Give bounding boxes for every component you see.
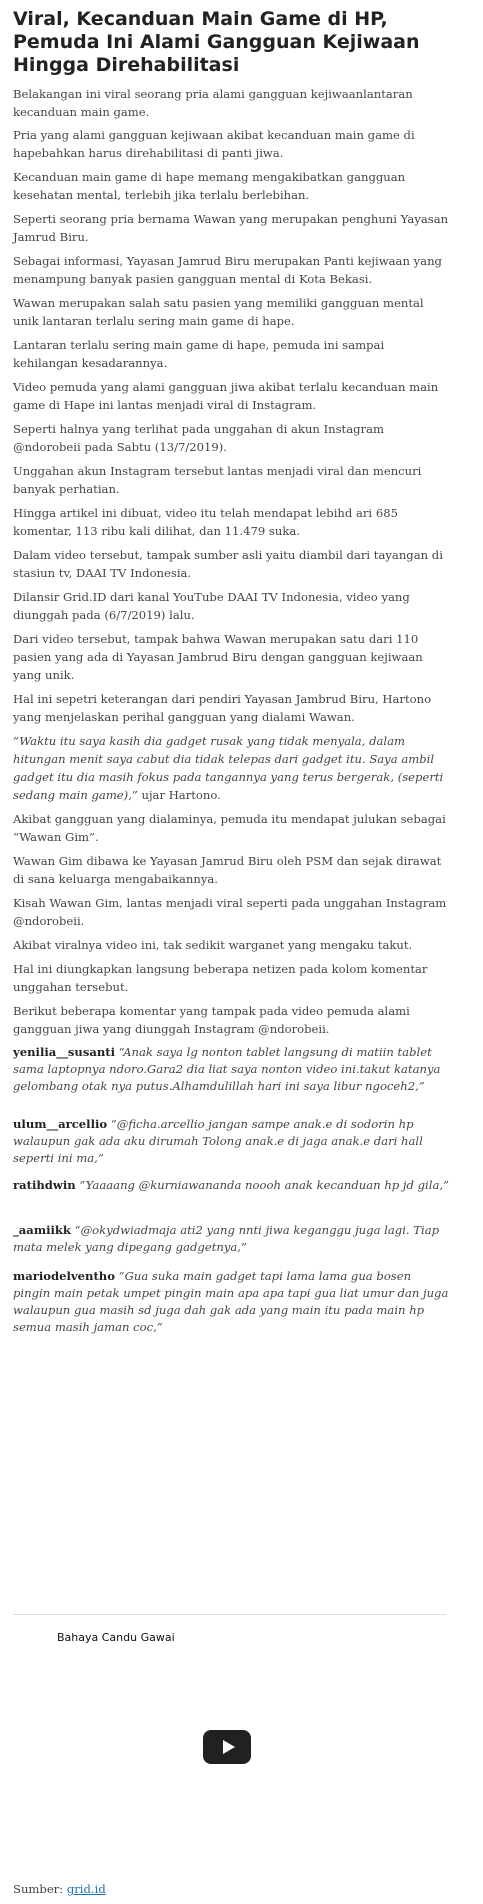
comment-username: yenilia__susanti <box>13 1045 116 1059</box>
hartono-quote: “Waktu itu saya kasih dia gadget rusak yang tidak menyala, dalam hitungan menit saya cabut dia tidak telepas dari gadget itu. Saya ambil gadget itu dia masih fokus pada tangannya yang terus bergerak, (seperti sedang main game),” <box>13 734 444 802</box>
quote-attribution: ujar Hartono. <box>137 788 221 802</box>
paragraph: Akibat gangguan yang dialaminya, pemuda itu mendapat julukan sebagai “Wawan Gim”. <box>13 812 446 844</box>
comment-text: “Anak saya lg nonton tablet langsung di matiin tablet sama laptopnya ndoro.Gara2 dia liat saya nonton video ini.takut katanya gelombang otak nya putus.Alhamdulillah hari ini saya libur ngoceh2,” <box>13 1045 441 1093</box>
comment <box>13 1116 451 1167</box>
paragraph: Hingga artikel ini dibuat, video itu telah mendapat lebihd ari 685 komentar, 113 ribu kali dilihat, dan 11.479 suka. <box>13 506 398 538</box>
comment-text: “@okydwiadmaja ati2 yang nnti jiwa keganggu juga lagi. Tiap mata melek yang dipegang gadgetnya,” <box>13 1223 440 1254</box>
comment <box>13 1044 451 1095</box>
comment-text: “Gua suka main gadget tapi lama lama gua bosen pingin main petak umpet pingin main apa apa tapi gua liat umur dan juga walaupun gua masih sd juga dah gak ada yang main itu pada main hp semua masih jaman coc,” <box>13 1269 449 1334</box>
paragraph: Kecanduan main game di hape memang mengakibatkan gangguan kesehatan mental, terlebih jika terlalu berlebihan. <box>13 170 406 202</box>
comment-username: _aamiikk <box>13 1223 71 1237</box>
quote-paragraph <box>13 732 451 804</box>
comment-username: mariodelventho <box>13 1269 115 1283</box>
paragraph: Wawan merupakan salah satu pasien yang memiliki gangguan mental unik lantaran terlalu sering main game di hape. <box>13 296 424 328</box>
comment-text: “@ficha.arcellio jangan sampe anak.e di sodorin hp walaupun gak ada aku dirumah Tolong anak.e di jaga anak.e dari hall seperti ini ma,” <box>13 1117 423 1165</box>
comment <box>13 1222 451 1256</box>
comment-username: ulum__arcellio <box>13 1117 108 1131</box>
paragraph: Wawan Gim dibawa ke Yayasan Jamrud Biru oleh PSM dan sejak dirawat di sana keluarga mengabaikannya. <box>13 854 442 886</box>
paragraph: Video pemuda yang alami gangguan jiwa akibat terlalu kecanduan main game di Hape ini lantas menjadi viral di Instagram. <box>13 380 439 412</box>
play-icon <box>223 1740 235 1754</box>
paragraph: Dari video tersebut, tampak bahwa Wawan merupakan satu dari 110 pasien yang ada di Yayasan Jambrud Biru dengan gangguan kejiwaan yang unik. <box>13 632 423 682</box>
video-title[interactable]: Bahaya Candu Gawai <box>57 1631 175 1644</box>
paragraph: Dalam video tersebut, tampak sumber asli yaitu diambil dari tayangan di stasiun tv, DAAI TV Indonesia. <box>13 548 443 580</box>
paragraph: Seperti seorang pria bernama Wawan yang merupakan penghuni Yayasan Jamrud Biru. <box>13 212 449 244</box>
paragraph: Kisah Wawan Gim, lantas menjadi viral seperti pada unggahan Instagram @ndorobeii. <box>13 896 447 928</box>
paragraph: Lantaran terlalu sering main game di hape, pemuda ini sampai kehilangan kesadarannya. <box>13 338 385 370</box>
comment-text: “Yaaaang @kurniawananda noooh anak kecanduan hp jd gila,” <box>75 1178 449 1192</box>
comment <box>13 1268 451 1336</box>
comment <box>13 1177 451 1194</box>
video-embed[interactable] <box>13 1614 446 1875</box>
source-link[interactable]: grid.id <box>66 1882 106 1896</box>
paragraph: Akibat viralnya video ini, tak sedikit warganet yang mengaku takut. <box>13 938 413 952</box>
paragraph: Belakangan ini viral seorang pria alami gangguan kejiwaanlantaran kecanduan main game. <box>13 87 413 119</box>
source-label: Sumber: <box>13 1882 67 1896</box>
article-title: Viral, Kecanduan Main Game di HP, Pemuda Ini Alami Gangguan Kejiwaan Hingga Direhabilitasi <box>13 8 420 76</box>
paragraph: Seperti halnya yang terlihat pada unggahan di akun Instagram @ndorobeii pada Sabtu (13/7/2019). <box>13 422 384 454</box>
paragraph: Sebagai informasi, Yayasan Jamrud Biru merupakan Panti kejiwaan yang menampung banyak pasien gangguan mental di Kota Bekasi. <box>13 254 442 286</box>
paragraph: Berikut beberapa komentar yang tampak pada video pemuda alami gangguan jiwa yang diunggah Instagram @ndorobeii. <box>13 1004 410 1036</box>
paragraph: Unggahan akun Instagram tersebut lantas menjadi viral dan mencuri banyak perhatian. <box>13 464 422 496</box>
comment-username: ratihdwin <box>13 1178 76 1192</box>
paragraph: Dilansir Grid.ID dari kanal YouTube DAAI TV Indonesia, video yang diunggah pada (6/7/2019) lalu. <box>13 590 410 622</box>
paragraph: Hal ini diungkapkan langsung beberapa netizen pada kolom komentar unggahan tersebut. <box>13 962 428 994</box>
paragraph: Pria yang alami gangguan kejiwaan akibat kecanduan main game di hapebahkan harus direhabilitasi di panti jiwa. <box>13 128 415 160</box>
play-button[interactable] <box>203 1730 251 1764</box>
paragraph: Hal ini sepetri keterangan dari pendiri Yayasan Jambrud Biru, Hartono yang menjelaskan perihal gangguan yang dialami Wawan. <box>13 692 432 724</box>
source-line <box>13 1882 106 1896</box>
